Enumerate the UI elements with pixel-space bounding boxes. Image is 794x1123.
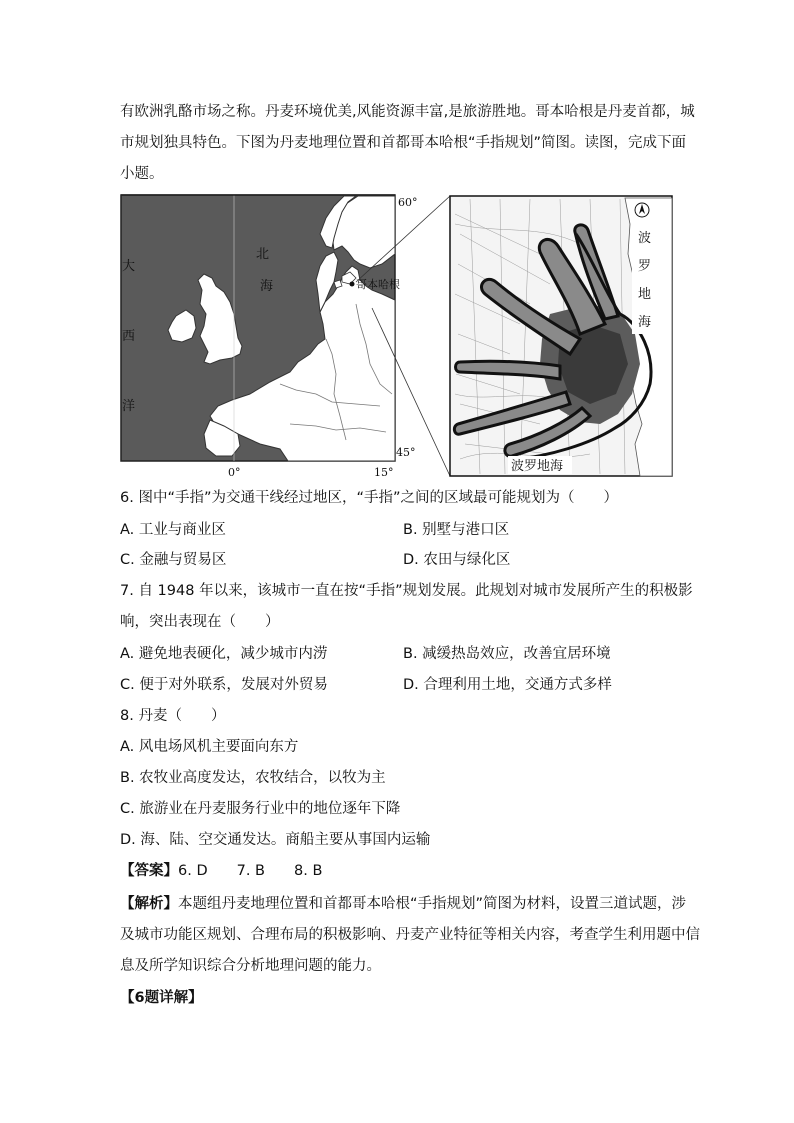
north-sea-char-1: 北: [256, 247, 270, 262]
analysis-line-3: 息及所学知识综合分析地理问题的能力。: [120, 958, 381, 974]
analysis-tag: 【解析】: [120, 896, 178, 912]
north-sea-char-2: 海: [260, 279, 274, 294]
question-6-stem: 6. 图中“手指”为交通干线经过地区，“手指”之间的区域最可能规划为（ ）: [120, 490, 618, 506]
q6-option-b: B. 别墅与港口区: [403, 522, 510, 538]
q7-option-a: A. 避免地表硬化，减少城市内涝: [120, 646, 328, 662]
atlantic-char-2: 西: [122, 329, 136, 344]
baltic-side-char-1: 波: [638, 231, 652, 246]
intro-line-3: 小题。: [120, 166, 164, 182]
intro-line-2: 市规划独具特色。下图为丹麦地理位置和首都哥本哈根“手指规划”简图。读图，完成下面: [120, 135, 687, 151]
copenhagen-label: 哥本哈根: [356, 278, 400, 291]
q6-option-a: A. 工业与商业区: [120, 522, 226, 538]
baltic-side-char-3: 地: [638, 287, 652, 302]
copenhagen-marker: [350, 282, 355, 287]
answer-text: 6. D 7. B 8. B: [178, 863, 323, 879]
q6-option-c: C. 金融与贸易区: [120, 552, 227, 568]
lon-0-label: 0°: [228, 466, 241, 478]
lon-15-label: 15°: [374, 466, 394, 478]
answer-tag: 【答案】: [120, 863, 178, 879]
atlantic-char-1: 大: [122, 259, 136, 274]
atlantic-char-3: 洋: [122, 399, 136, 414]
intro-line-1: 有欧洲乳酪市场之称。丹麦环境优美,风能资源丰富,是旅游胜地。哥本哈根是丹麦首都，城: [120, 104, 695, 120]
question-7-stem-line-1: 7. 自 1948 年以来，该城市一直在按“手指”规划发展。此规划对城市发展所产生的积极影: [120, 583, 693, 599]
baltic-side-char-4: 海: [638, 315, 652, 330]
baltic-side-char-2: 罗: [638, 259, 652, 274]
analysis-line-2: 及城市功能区规划、合理布局的积极影响、丹麦产业特征等相关内容，考查学生利用题中信: [120, 927, 700, 943]
question-8-stem: 8. 丹麦（ ）: [120, 708, 226, 724]
q6-option-d: D. 农田与绿化区: [403, 552, 511, 568]
copenhagen-finger-plan-map: [450, 196, 672, 476]
analysis-line-1: [120, 894, 686, 914]
q7-option-c: C. 便于对外联系，发展对外贸易: [120, 677, 328, 693]
lat-45-label: 45°: [396, 446, 416, 459]
q7-option-b: B. 减缓热岛效应，改善宜居环境: [403, 646, 611, 662]
denmark-copenhagen-figure: [120, 194, 676, 478]
q8-option-d: D. 海、陆、空交通发达。商船主要从事国内运输: [120, 832, 431, 848]
q6-detail-heading: 【6题详解】: [120, 990, 203, 1006]
q8-option-b: B. 农牧业高度发达，农牧结合，以牧为主: [120, 770, 386, 786]
q8-option-a: A. 风电场风机主要面向东方: [120, 739, 299, 755]
q7-option-d: D. 合理利用土地，交通方式多样: [403, 677, 612, 693]
baltic-bottom-label: 波罗地海: [511, 459, 564, 474]
question-7-stem-line-2: 响，突出表现在（ ）: [120, 614, 280, 630]
analysis-text-1: 本题组丹麦地理位置和首都哥本哈根“手指规划”简图为材料，设置三道试题，涉: [178, 896, 687, 912]
lat-60-label: 60°: [398, 196, 418, 209]
europe-location-map: [121, 195, 400, 461]
q8-option-c: C. 旅游业在丹麦服务行业中的地位逐年下降: [120, 801, 401, 817]
answer-line: [120, 861, 322, 881]
